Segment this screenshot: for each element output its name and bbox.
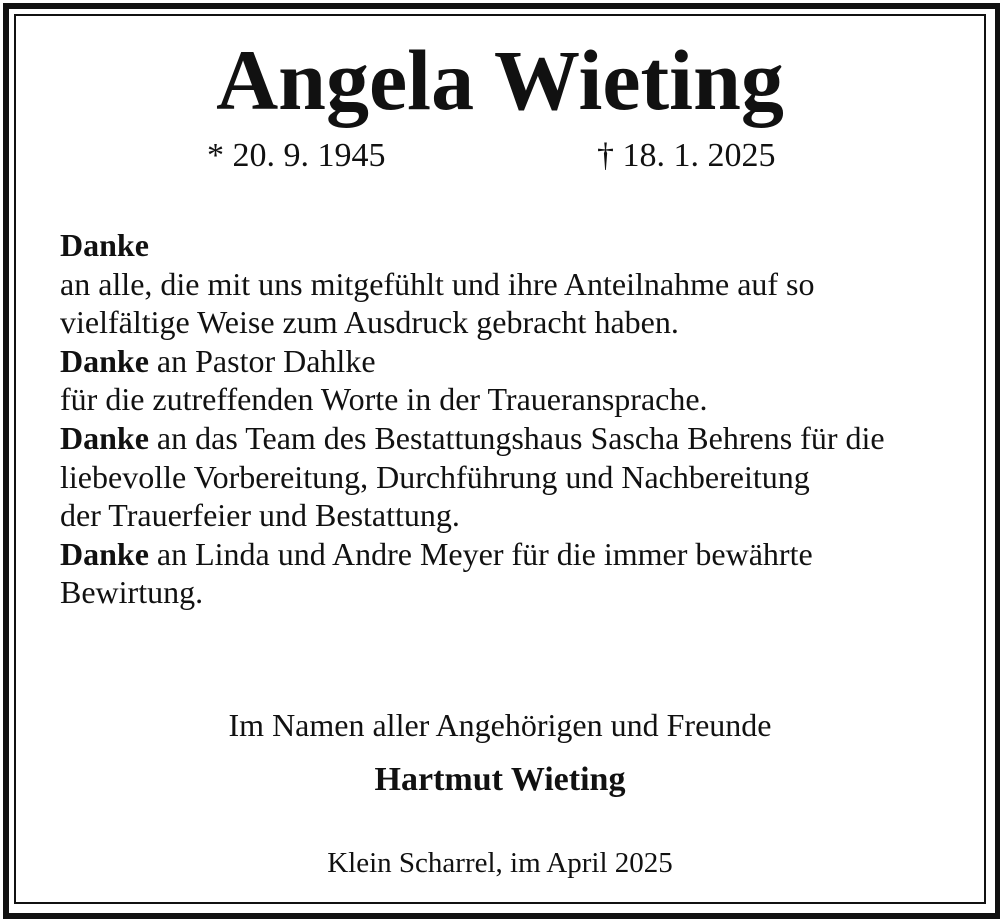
thanks-text (60, 226, 980, 612)
deceased-name: Angela Wieting (216, 32, 784, 128)
signoff-text: Im Namen aller Angehörigen und Freunde (228, 707, 772, 743)
place-date: Klein Scharrel, im April 2025 (327, 847, 673, 879)
danke-heading: Danke (60, 227, 149, 263)
text-line: für die zutreffenden Worte in der Traueransprache. (60, 381, 708, 418)
signer-name: Hartmut Wieting (374, 761, 626, 798)
birth-date: * 20. 9. 1945 (207, 137, 386, 174)
text-line: liebevolle Vorbereitung, Durchführung und Nachbereitung (60, 458, 810, 495)
text-line: Bewirtung. (60, 574, 204, 611)
text-fragment: an Pastor Dahlke (148, 342, 376, 379)
text-fragment: an Linda und Andre Meyer für die immer bewährte (148, 535, 813, 572)
death-date: † 18. 1. 2025 (597, 137, 776, 174)
text-line (60, 342, 980, 381)
text-line: vielfältige Weise zum Ausdruck gebracht haben. (60, 304, 679, 341)
danke-word: Danke (60, 342, 149, 379)
text-line (60, 535, 980, 574)
text-line: an alle, die mit uns mitgefühlt und ihre Anteilnahme auf so (60, 265, 815, 302)
danke-word: Danke (60, 419, 149, 456)
text-line: der Trauerfeier und Bestattung. (60, 497, 460, 534)
text-line (60, 419, 980, 458)
text-fragment: an das Team des Bestattungshaus Sascha Behrens für die (148, 419, 885, 456)
danke-word: Danke (60, 535, 149, 572)
